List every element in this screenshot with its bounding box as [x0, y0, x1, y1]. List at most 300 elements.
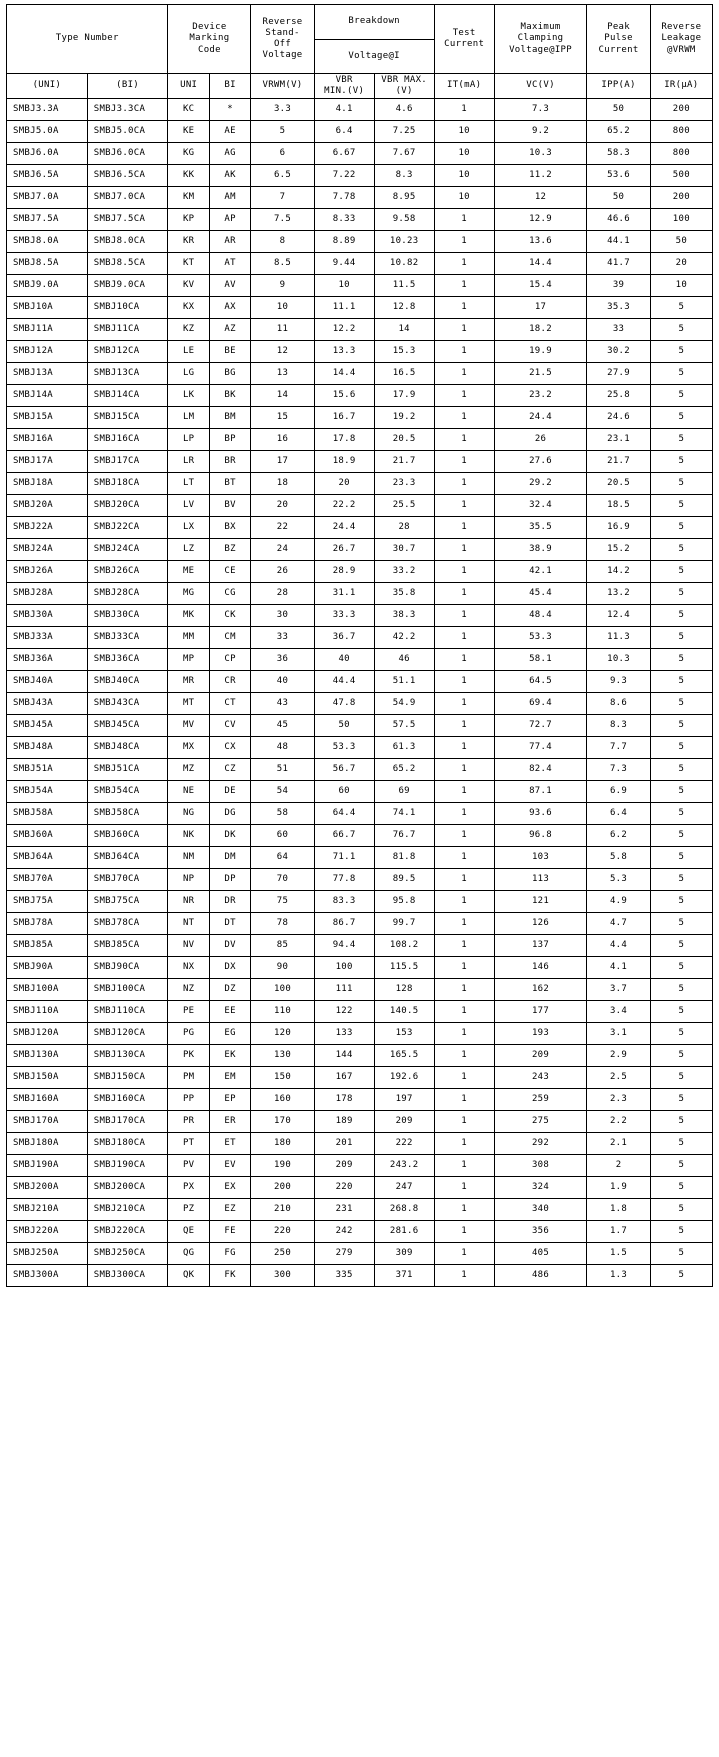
- cell-vbr-min: 167: [314, 1067, 374, 1089]
- cell-vc: 35.5: [494, 517, 587, 539]
- cell-vbr-max: 197: [374, 1089, 434, 1111]
- cell-it: 1: [434, 979, 494, 1001]
- table-row: [7, 209, 713, 231]
- cell-mark-bi: AR: [209, 231, 250, 253]
- cell-mark-uni: QG: [168, 1243, 209, 1265]
- cell-vrwm: 22: [251, 517, 314, 539]
- table-row: [7, 671, 713, 693]
- cell-ir: 5: [650, 583, 712, 605]
- cell-ipp: 1.7: [587, 1221, 650, 1243]
- cell-vc: 72.7: [494, 715, 587, 737]
- cell-mark-uni: KZ: [168, 319, 209, 341]
- cell-mark-uni: PT: [168, 1133, 209, 1155]
- cell-vbr-max: 10.82: [374, 253, 434, 275]
- cell-ir: 5: [650, 319, 712, 341]
- cell-vbr-max: 14: [374, 319, 434, 341]
- cell-mark-uni: LR: [168, 451, 209, 473]
- cell-ir: 5: [650, 561, 712, 583]
- cell-vc: 193: [494, 1023, 587, 1045]
- cell-it: 1: [434, 759, 494, 781]
- cell-type-bi: SMBJ26CA: [87, 561, 168, 583]
- cell-mark-bi: BG: [209, 363, 250, 385]
- cell-mark-bi: BV: [209, 495, 250, 517]
- cell-mark-uni: NP: [168, 869, 209, 891]
- cell-vc: 19.9: [494, 341, 587, 363]
- cell-it: 1: [434, 935, 494, 957]
- cell-type-uni: SMBJ6.0A: [7, 143, 88, 165]
- cell-type-uni: SMBJ150A: [7, 1067, 88, 1089]
- cell-mark-uni: KP: [168, 209, 209, 231]
- table-row: [7, 385, 713, 407]
- header-test-current-line1: Test: [452, 27, 476, 38]
- table-row: [7, 539, 713, 561]
- header-unit-vc: VC(V): [494, 74, 587, 99]
- cell-type-uni: SMBJ75A: [7, 891, 88, 913]
- cell-type-uni: SMBJ7.5A: [7, 209, 88, 231]
- header-unit-bi: (BI): [87, 74, 168, 99]
- cell-mark-bi: EX: [209, 1177, 250, 1199]
- cell-mark-bi: AV: [209, 275, 250, 297]
- cell-type-bi: SMBJ3.3CA: [87, 99, 168, 121]
- cell-mark-uni: PG: [168, 1023, 209, 1045]
- cell-vrwm: 20: [251, 495, 314, 517]
- cell-vc: 121: [494, 891, 587, 913]
- cell-vc: 292: [494, 1133, 587, 1155]
- cell-vrwm: 5: [251, 121, 314, 143]
- header-max-clamping-line3: Voltage@IPP: [509, 44, 572, 55]
- cell-vrwm: 70: [251, 869, 314, 891]
- header-test-current-line2: Current: [444, 39, 485, 49]
- cell-ipp: 8.6: [587, 693, 650, 715]
- table-row: [7, 121, 713, 143]
- cell-vbr-min: 56.7: [314, 759, 374, 781]
- cell-type-bi: SMBJ18CA: [87, 473, 168, 495]
- cell-vc: 45.4: [494, 583, 587, 605]
- table-row: [7, 187, 713, 209]
- cell-vc: 18.2: [494, 319, 587, 341]
- cell-ir: 5: [650, 1045, 712, 1067]
- cell-ir: 800: [650, 121, 712, 143]
- table-row: [7, 1133, 713, 1155]
- cell-mark-bi: AZ: [209, 319, 250, 341]
- cell-mark-uni: MK: [168, 605, 209, 627]
- table-row: [7, 495, 713, 517]
- cell-vrwm: 100: [251, 979, 314, 1001]
- cell-vc: 23.2: [494, 385, 587, 407]
- header-reverse-standoff-line2: Stand-: [265, 27, 300, 38]
- cell-mark-bi: CV: [209, 715, 250, 737]
- cell-mark-uni: MT: [168, 693, 209, 715]
- cell-type-uni: SMBJ3.3A: [7, 99, 88, 121]
- cell-type-bi: SMBJ190CA: [87, 1155, 168, 1177]
- cell-it: 1: [434, 715, 494, 737]
- cell-vbr-max: 21.7: [374, 451, 434, 473]
- cell-vrwm: 43: [251, 693, 314, 715]
- cell-type-bi: SMBJ20CA: [87, 495, 168, 517]
- table-row: [7, 1199, 713, 1221]
- cell-ipp: 13.2: [587, 583, 650, 605]
- cell-vbr-max: 35.8: [374, 583, 434, 605]
- table-row: [7, 99, 713, 121]
- table-row: [7, 803, 713, 825]
- cell-ipp: 50: [587, 187, 650, 209]
- cell-vrwm: 75: [251, 891, 314, 913]
- cell-vc: 69.4: [494, 693, 587, 715]
- cell-ir: 5: [650, 451, 712, 473]
- cell-vbr-max: 371: [374, 1265, 434, 1287]
- cell-vbr-max: 76.7: [374, 825, 434, 847]
- cell-vc: 87.1: [494, 781, 587, 803]
- cell-type-uni: SMBJ26A: [7, 561, 88, 583]
- header-breakdown-voltage-at-i: Voltage@I: [314, 39, 434, 74]
- table-row: [7, 319, 713, 341]
- cell-vbr-min: 50: [314, 715, 374, 737]
- cell-vrwm: 110: [251, 1001, 314, 1023]
- cell-type-uni: SMBJ100A: [7, 979, 88, 1001]
- cell-vrwm: 8: [251, 231, 314, 253]
- header-unit-vbr-max-line1: VBR MAX.: [381, 74, 428, 85]
- cell-it: 1: [434, 693, 494, 715]
- cell-it: 1: [434, 561, 494, 583]
- cell-mark-bi: BZ: [209, 539, 250, 561]
- table-row: [7, 1045, 713, 1067]
- cell-vbr-min: 13.3: [314, 341, 374, 363]
- cell-vrwm: 9: [251, 275, 314, 297]
- cell-type-bi: SMBJ220CA: [87, 1221, 168, 1243]
- cell-ipp: 30.2: [587, 341, 650, 363]
- cell-mark-bi: CP: [209, 649, 250, 671]
- table-row: [7, 297, 713, 319]
- cell-it: 1: [434, 275, 494, 297]
- cell-ir: 5: [650, 759, 712, 781]
- cell-type-uni: SMBJ60A: [7, 825, 88, 847]
- table-row: [7, 649, 713, 671]
- cell-vrwm: 45: [251, 715, 314, 737]
- cell-it: 1: [434, 517, 494, 539]
- cell-mark-uni: NT: [168, 913, 209, 935]
- cell-type-bi: SMBJ28CA: [87, 583, 168, 605]
- cell-type-bi: SMBJ7.5CA: [87, 209, 168, 231]
- cell-type-bi: SMBJ250CA: [87, 1243, 168, 1265]
- cell-ipp: 33: [587, 319, 650, 341]
- cell-vbr-min: 111: [314, 979, 374, 1001]
- cell-vbr-min: 242: [314, 1221, 374, 1243]
- cell-mark-bi: AG: [209, 143, 250, 165]
- cell-it: 1: [434, 363, 494, 385]
- cell-vbr-min: 8.89: [314, 231, 374, 253]
- cell-mark-uni: KC: [168, 99, 209, 121]
- cell-ipp: 46.6: [587, 209, 650, 231]
- cell-mark-uni: NM: [168, 847, 209, 869]
- cell-ipp: 12.4: [587, 605, 650, 627]
- cell-it: 1: [434, 671, 494, 693]
- cell-type-bi: SMBJ130CA: [87, 1045, 168, 1067]
- cell-vrwm: 12: [251, 341, 314, 363]
- cell-type-uni: SMBJ90A: [7, 957, 88, 979]
- cell-type-bi: SMBJ110CA: [87, 1001, 168, 1023]
- cell-type-uni: SMBJ190A: [7, 1155, 88, 1177]
- cell-type-uni: SMBJ200A: [7, 1177, 88, 1199]
- specification-table: [6, 4, 713, 1287]
- cell-type-bi: SMBJ120CA: [87, 1023, 168, 1045]
- header-device-marking-code-line3: Code: [197, 44, 221, 55]
- cell-vbr-min: 86.7: [314, 913, 374, 935]
- cell-vrwm: 78: [251, 913, 314, 935]
- cell-vbr-min: 220: [314, 1177, 374, 1199]
- cell-vbr-max: 19.2: [374, 407, 434, 429]
- cell-type-bi: SMBJ14CA: [87, 385, 168, 407]
- table-row: [7, 517, 713, 539]
- cell-vbr-min: 60: [314, 781, 374, 803]
- cell-mark-uni: KV: [168, 275, 209, 297]
- cell-ipp: 5.3: [587, 869, 650, 891]
- cell-mark-uni: NK: [168, 825, 209, 847]
- cell-it: 1: [434, 495, 494, 517]
- cell-ir: 50: [650, 231, 712, 253]
- cell-mark-uni: PP: [168, 1089, 209, 1111]
- cell-it: 1: [434, 1221, 494, 1243]
- cell-type-bi: SMBJ70CA: [87, 869, 168, 891]
- cell-it: 1: [434, 605, 494, 627]
- cell-type-bi: SMBJ6.5CA: [87, 165, 168, 187]
- cell-ir: 5: [650, 1089, 712, 1111]
- cell-vbr-max: 4.6: [374, 99, 434, 121]
- cell-mark-bi: FE: [209, 1221, 250, 1243]
- cell-ipp: 58.3: [587, 143, 650, 165]
- cell-type-uni: SMBJ120A: [7, 1023, 88, 1045]
- cell-ir: 5: [650, 1155, 712, 1177]
- cell-vc: 405: [494, 1243, 587, 1265]
- table-row: [7, 473, 713, 495]
- table-row: [7, 165, 713, 187]
- cell-mark-uni: PR: [168, 1111, 209, 1133]
- cell-type-uni: SMBJ170A: [7, 1111, 88, 1133]
- cell-it: 10: [434, 165, 494, 187]
- cell-vc: 137: [494, 935, 587, 957]
- cell-vbr-max: 42.2: [374, 627, 434, 649]
- cell-vrwm: 64: [251, 847, 314, 869]
- cell-mark-bi: CR: [209, 671, 250, 693]
- header-test-current: [434, 5, 494, 74]
- cell-type-bi: SMBJ10CA: [87, 297, 168, 319]
- cell-type-bi: SMBJ45CA: [87, 715, 168, 737]
- cell-vbr-min: 14.4: [314, 363, 374, 385]
- table-row: [7, 429, 713, 451]
- header-reverse-leakage-line3: @VRWM: [667, 44, 696, 55]
- cell-type-uni: SMBJ180A: [7, 1133, 88, 1155]
- cell-type-uni: SMBJ24A: [7, 539, 88, 561]
- cell-type-bi: SMBJ300CA: [87, 1265, 168, 1287]
- cell-vrwm: 90: [251, 957, 314, 979]
- cell-vbr-min: 12.2: [314, 319, 374, 341]
- cell-ir: 5: [650, 847, 712, 869]
- cell-vc: 275: [494, 1111, 587, 1133]
- cell-type-bi: SMBJ54CA: [87, 781, 168, 803]
- cell-it: 1: [434, 99, 494, 121]
- header-type-number: Type Number: [7, 5, 168, 74]
- cell-ir: 5: [650, 1067, 712, 1089]
- header-unit-it: IT(mA): [434, 74, 494, 99]
- cell-type-uni: SMBJ5.0A: [7, 121, 88, 143]
- table-row: [7, 143, 713, 165]
- cell-vbr-max: 20.5: [374, 429, 434, 451]
- cell-ir: 10: [650, 275, 712, 297]
- cell-ipp: 65.2: [587, 121, 650, 143]
- cell-vbr-min: 8.33: [314, 209, 374, 231]
- cell-vbr-max: 165.5: [374, 1045, 434, 1067]
- cell-vbr-min: 100: [314, 957, 374, 979]
- cell-vrwm: 51: [251, 759, 314, 781]
- cell-mark-bi: DT: [209, 913, 250, 935]
- cell-mark-bi: DX: [209, 957, 250, 979]
- table-row: [7, 451, 713, 473]
- cell-type-bi: SMBJ15CA: [87, 407, 168, 429]
- cell-type-uni: SMBJ13A: [7, 363, 88, 385]
- cell-mark-uni: MG: [168, 583, 209, 605]
- cell-ipp: 21.7: [587, 451, 650, 473]
- cell-vbr-min: 36.7: [314, 627, 374, 649]
- cell-mark-bi: DG: [209, 803, 250, 825]
- cell-vc: 486: [494, 1265, 587, 1287]
- cell-type-bi: SMBJ78CA: [87, 913, 168, 935]
- cell-ir: 5: [650, 627, 712, 649]
- cell-vrwm: 300: [251, 1265, 314, 1287]
- cell-vbr-min: 10: [314, 275, 374, 297]
- cell-mark-uni: NG: [168, 803, 209, 825]
- cell-vc: 340: [494, 1199, 587, 1221]
- cell-vbr-min: 64.4: [314, 803, 374, 825]
- cell-ir: 5: [650, 649, 712, 671]
- cell-ir: 5: [650, 1133, 712, 1155]
- cell-it: 1: [434, 913, 494, 935]
- cell-mark-uni: ME: [168, 561, 209, 583]
- cell-ipp: 10.3: [587, 649, 650, 671]
- cell-type-uni: SMBJ51A: [7, 759, 88, 781]
- cell-mark-bi: BM: [209, 407, 250, 429]
- cell-vbr-max: 281.6: [374, 1221, 434, 1243]
- cell-vbr-min: 201: [314, 1133, 374, 1155]
- cell-type-uni: SMBJ45A: [7, 715, 88, 737]
- cell-vc: 10.3: [494, 143, 587, 165]
- table-row: [7, 363, 713, 385]
- cell-type-bi: SMBJ85CA: [87, 935, 168, 957]
- cell-mark-uni: NZ: [168, 979, 209, 1001]
- table-row: [7, 715, 713, 737]
- cell-vbr-max: 23.3: [374, 473, 434, 495]
- cell-ir: 5: [650, 891, 712, 913]
- cell-type-bi: SMBJ7.0CA: [87, 187, 168, 209]
- cell-vbr-max: 57.5: [374, 715, 434, 737]
- cell-vrwm: 6.5: [251, 165, 314, 187]
- cell-vrwm: 14: [251, 385, 314, 407]
- cell-ipp: 41.7: [587, 253, 650, 275]
- cell-mark-bi: AP: [209, 209, 250, 231]
- cell-vbr-max: 12.8: [374, 297, 434, 319]
- cell-vbr-max: 25.5: [374, 495, 434, 517]
- cell-mark-bi: EZ: [209, 1199, 250, 1221]
- cell-vbr-max: 243.2: [374, 1155, 434, 1177]
- cell-type-bi: SMBJ160CA: [87, 1089, 168, 1111]
- cell-mark-bi: BT: [209, 473, 250, 495]
- cell-it: 1: [434, 1001, 494, 1023]
- cell-type-uni: SMBJ22A: [7, 517, 88, 539]
- cell-ir: 5: [650, 1023, 712, 1045]
- cell-mark-uni: PZ: [168, 1199, 209, 1221]
- cell-it: 1: [434, 297, 494, 319]
- cell-type-uni: SMBJ30A: [7, 605, 88, 627]
- cell-type-bi: SMBJ9.0CA: [87, 275, 168, 297]
- cell-ipp: 3.1: [587, 1023, 650, 1045]
- header-reverse-standoff-line4: Voltage: [262, 50, 303, 61]
- cell-vrwm: 170: [251, 1111, 314, 1133]
- cell-ir: 200: [650, 99, 712, 121]
- header-reverse-standoff-voltage: [251, 5, 314, 74]
- cell-ir: 5: [650, 781, 712, 803]
- table-row: [7, 1243, 713, 1265]
- cell-ir: 5: [650, 671, 712, 693]
- cell-mark-uni: KK: [168, 165, 209, 187]
- cell-ipp: 2.1: [587, 1133, 650, 1155]
- cell-mark-uni: KE: [168, 121, 209, 143]
- cell-it: 1: [434, 407, 494, 429]
- cell-vrwm: 28: [251, 583, 314, 605]
- cell-vc: 26: [494, 429, 587, 451]
- cell-vrwm: 54: [251, 781, 314, 803]
- cell-ir: 5: [650, 957, 712, 979]
- cell-mark-uni: PE: [168, 1001, 209, 1023]
- table-row: [7, 737, 713, 759]
- header-reverse-leakage-line1: Reverse: [661, 22, 702, 33]
- header-unit-uni: (UNI): [7, 74, 88, 99]
- header-unit-vbr-min: [314, 74, 374, 99]
- header-unit-mark-uni: UNI: [168, 74, 209, 99]
- cell-vc: 42.1: [494, 561, 587, 583]
- cell-vbr-min: 7.22: [314, 165, 374, 187]
- cell-vbr-max: 46: [374, 649, 434, 671]
- cell-it: 1: [434, 1067, 494, 1089]
- table-row: [7, 1023, 713, 1045]
- cell-ipp: 4.7: [587, 913, 650, 935]
- header-unit-ir: IR(μA): [650, 74, 712, 99]
- table-row: [7, 781, 713, 803]
- cell-mark-bi: BK: [209, 385, 250, 407]
- cell-vbr-max: 38.3: [374, 605, 434, 627]
- cell-type-bi: SMBJ36CA: [87, 649, 168, 671]
- cell-mark-uni: MP: [168, 649, 209, 671]
- cell-type-uni: SMBJ8.5A: [7, 253, 88, 275]
- table-row: [7, 231, 713, 253]
- cell-mark-bi: FG: [209, 1243, 250, 1265]
- cell-mark-bi: DM: [209, 847, 250, 869]
- cell-it: 1: [434, 385, 494, 407]
- cell-vbr-max: 74.1: [374, 803, 434, 825]
- cell-mark-bi: CM: [209, 627, 250, 649]
- header-max-clamping-line2: Clamping: [517, 33, 564, 44]
- cell-vrwm: 3.3: [251, 99, 314, 121]
- cell-vc: 259: [494, 1089, 587, 1111]
- header-peak-pulse-line2: Pulse: [604, 33, 633, 44]
- cell-mark-bi: AT: [209, 253, 250, 275]
- cell-mark-bi: DE: [209, 781, 250, 803]
- cell-mark-uni: LT: [168, 473, 209, 495]
- cell-type-uni: SMBJ17A: [7, 451, 88, 473]
- cell-ipp: 6.4: [587, 803, 650, 825]
- cell-ipp: 1.3: [587, 1265, 650, 1287]
- cell-vbr-max: 30.7: [374, 539, 434, 561]
- cell-ir: 5: [650, 693, 712, 715]
- cell-type-uni: SMBJ48A: [7, 737, 88, 759]
- cell-type-uni: SMBJ110A: [7, 1001, 88, 1023]
